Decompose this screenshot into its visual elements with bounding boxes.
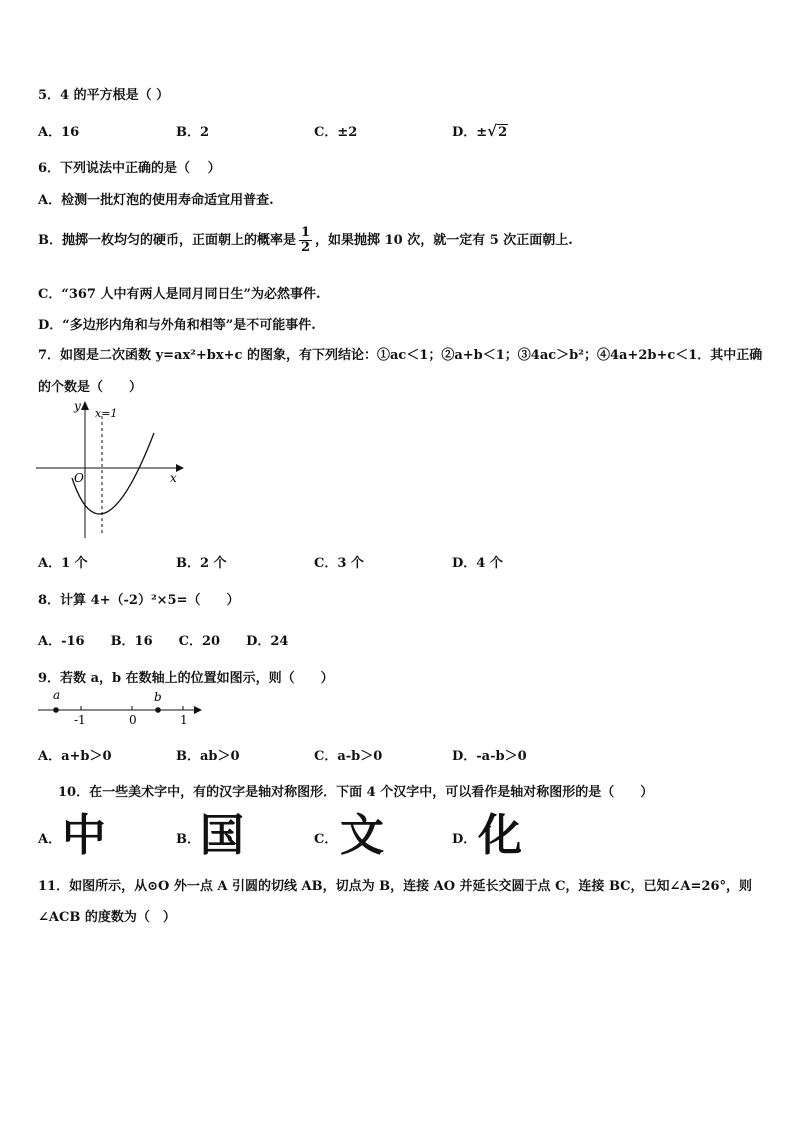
q10-option-a-char: 中 <box>62 810 106 861</box>
q5-option-d-radicand: 2 <box>498 125 508 140</box>
number-line <box>36 686 206 728</box>
symmetry-axis-label: x=1 <box>95 407 118 420</box>
q7-stem-line2: 的个数是（ ） <box>38 380 143 395</box>
origin-label: O <box>74 471 84 485</box>
q10-option-b-letter: B． <box>176 832 200 847</box>
q7-option-b: B．2 个 <box>176 556 227 571</box>
q9-option-d: D．-a-b＞0 <box>452 749 527 764</box>
q6-option-b-after: ，如果抛掷 10 次，就一定有 5 次正面朝上. <box>315 233 573 248</box>
tick-label: 0 <box>129 713 137 727</box>
tick-label: -1 <box>74 713 86 727</box>
q6-option-b <box>38 226 573 255</box>
q10-stem: 10．在一些美术字中，有的汉字是轴对称图形．下面 4 个汉字中，可以看作是轴对称图形的是（ ） <box>58 785 654 800</box>
q5-option-d <box>452 121 508 140</box>
q10-option-b-char: 国 <box>200 810 244 861</box>
q7-option-c: C．3 个 <box>314 556 364 571</box>
number-line-arrow <box>194 706 202 714</box>
q5-option-a: A．16 <box>38 125 80 140</box>
point-b-label: b <box>154 690 162 704</box>
q6-option-b-before: B．抛掷一枚均匀的硬币，正面朝上的概率是 <box>38 233 296 248</box>
x-axis-label: x <box>170 471 177 485</box>
q11-stem-line2: ∠ACB 的度数为（ ） <box>38 910 176 925</box>
point-a-label: a <box>53 688 61 702</box>
q5-stem: 5．4 的平方根是（ ） <box>38 88 170 103</box>
q10-option-d-char: 化 <box>478 810 522 861</box>
q9-stem: 9．若数 a，b 在数轴上的位置如图示，则（ ） <box>38 671 334 686</box>
q10-option-c-char: 文 <box>340 810 384 861</box>
q6-option-c: C．“367 人中有两人是同月同日生”为必然事件. <box>38 287 321 302</box>
q6-option-d: D．“多边形内角和与外角和相等”是不可能事件. <box>38 318 316 333</box>
parabola-graph <box>36 398 186 543</box>
q5-option-c: C．±2 <box>314 125 358 140</box>
q8-stem: 8．计算 4+（-2）²×5=（ ） <box>38 593 240 608</box>
q7-option-a: A．1 个 <box>38 556 88 571</box>
y-axis-label: y <box>74 399 81 413</box>
q6-option-a: A．检测一批灯泡的使用寿命适宜用普查. <box>38 193 274 208</box>
q11-stem-line1: 11．如图所示，从⊙O 外一点 A 引圆的切线 AB，切点为 B，连接 AO 并延长交圆于点 C，连接 BC，已知∠A=26°，则 <box>38 879 752 894</box>
q7-option-d: D．4 个 <box>452 556 503 571</box>
q10-option-a-letter: A． <box>38 832 62 847</box>
q8-options: A．-16 B．16 C．20 D．24 <box>38 634 289 649</box>
fraction <box>299 226 312 255</box>
q9-option-c: C．a-b＞0 <box>314 749 383 764</box>
fraction-denominator: 2 <box>301 240 311 255</box>
q7-stem-line1: 7．如图是二次函数 y=ax²+bx+c 的图象，有下列结论：①ac＜1；②a+b＜1；③4ac＞b²；④4a+2b+c＜1．其中正确 <box>38 348 763 363</box>
tick-label: 1 <box>180 713 188 727</box>
q5-option-b: B．2 <box>176 125 210 140</box>
q6-stem: 6．下列说法中正确的是（ ） <box>38 161 221 176</box>
q9-option-b: B．ab＞0 <box>176 749 240 764</box>
sqrt-symbol: √ 2 <box>487 122 508 140</box>
q5-option-d-prefix: D．± <box>452 125 488 140</box>
q9-option-a: A．a+b＞0 <box>38 749 112 764</box>
q10-option-d-letter: D． <box>452 832 477 847</box>
point-b <box>155 707 161 713</box>
q10-option-c-letter: C． <box>314 832 338 847</box>
point-a <box>53 707 59 713</box>
fraction-numerator: 1 <box>301 225 311 240</box>
